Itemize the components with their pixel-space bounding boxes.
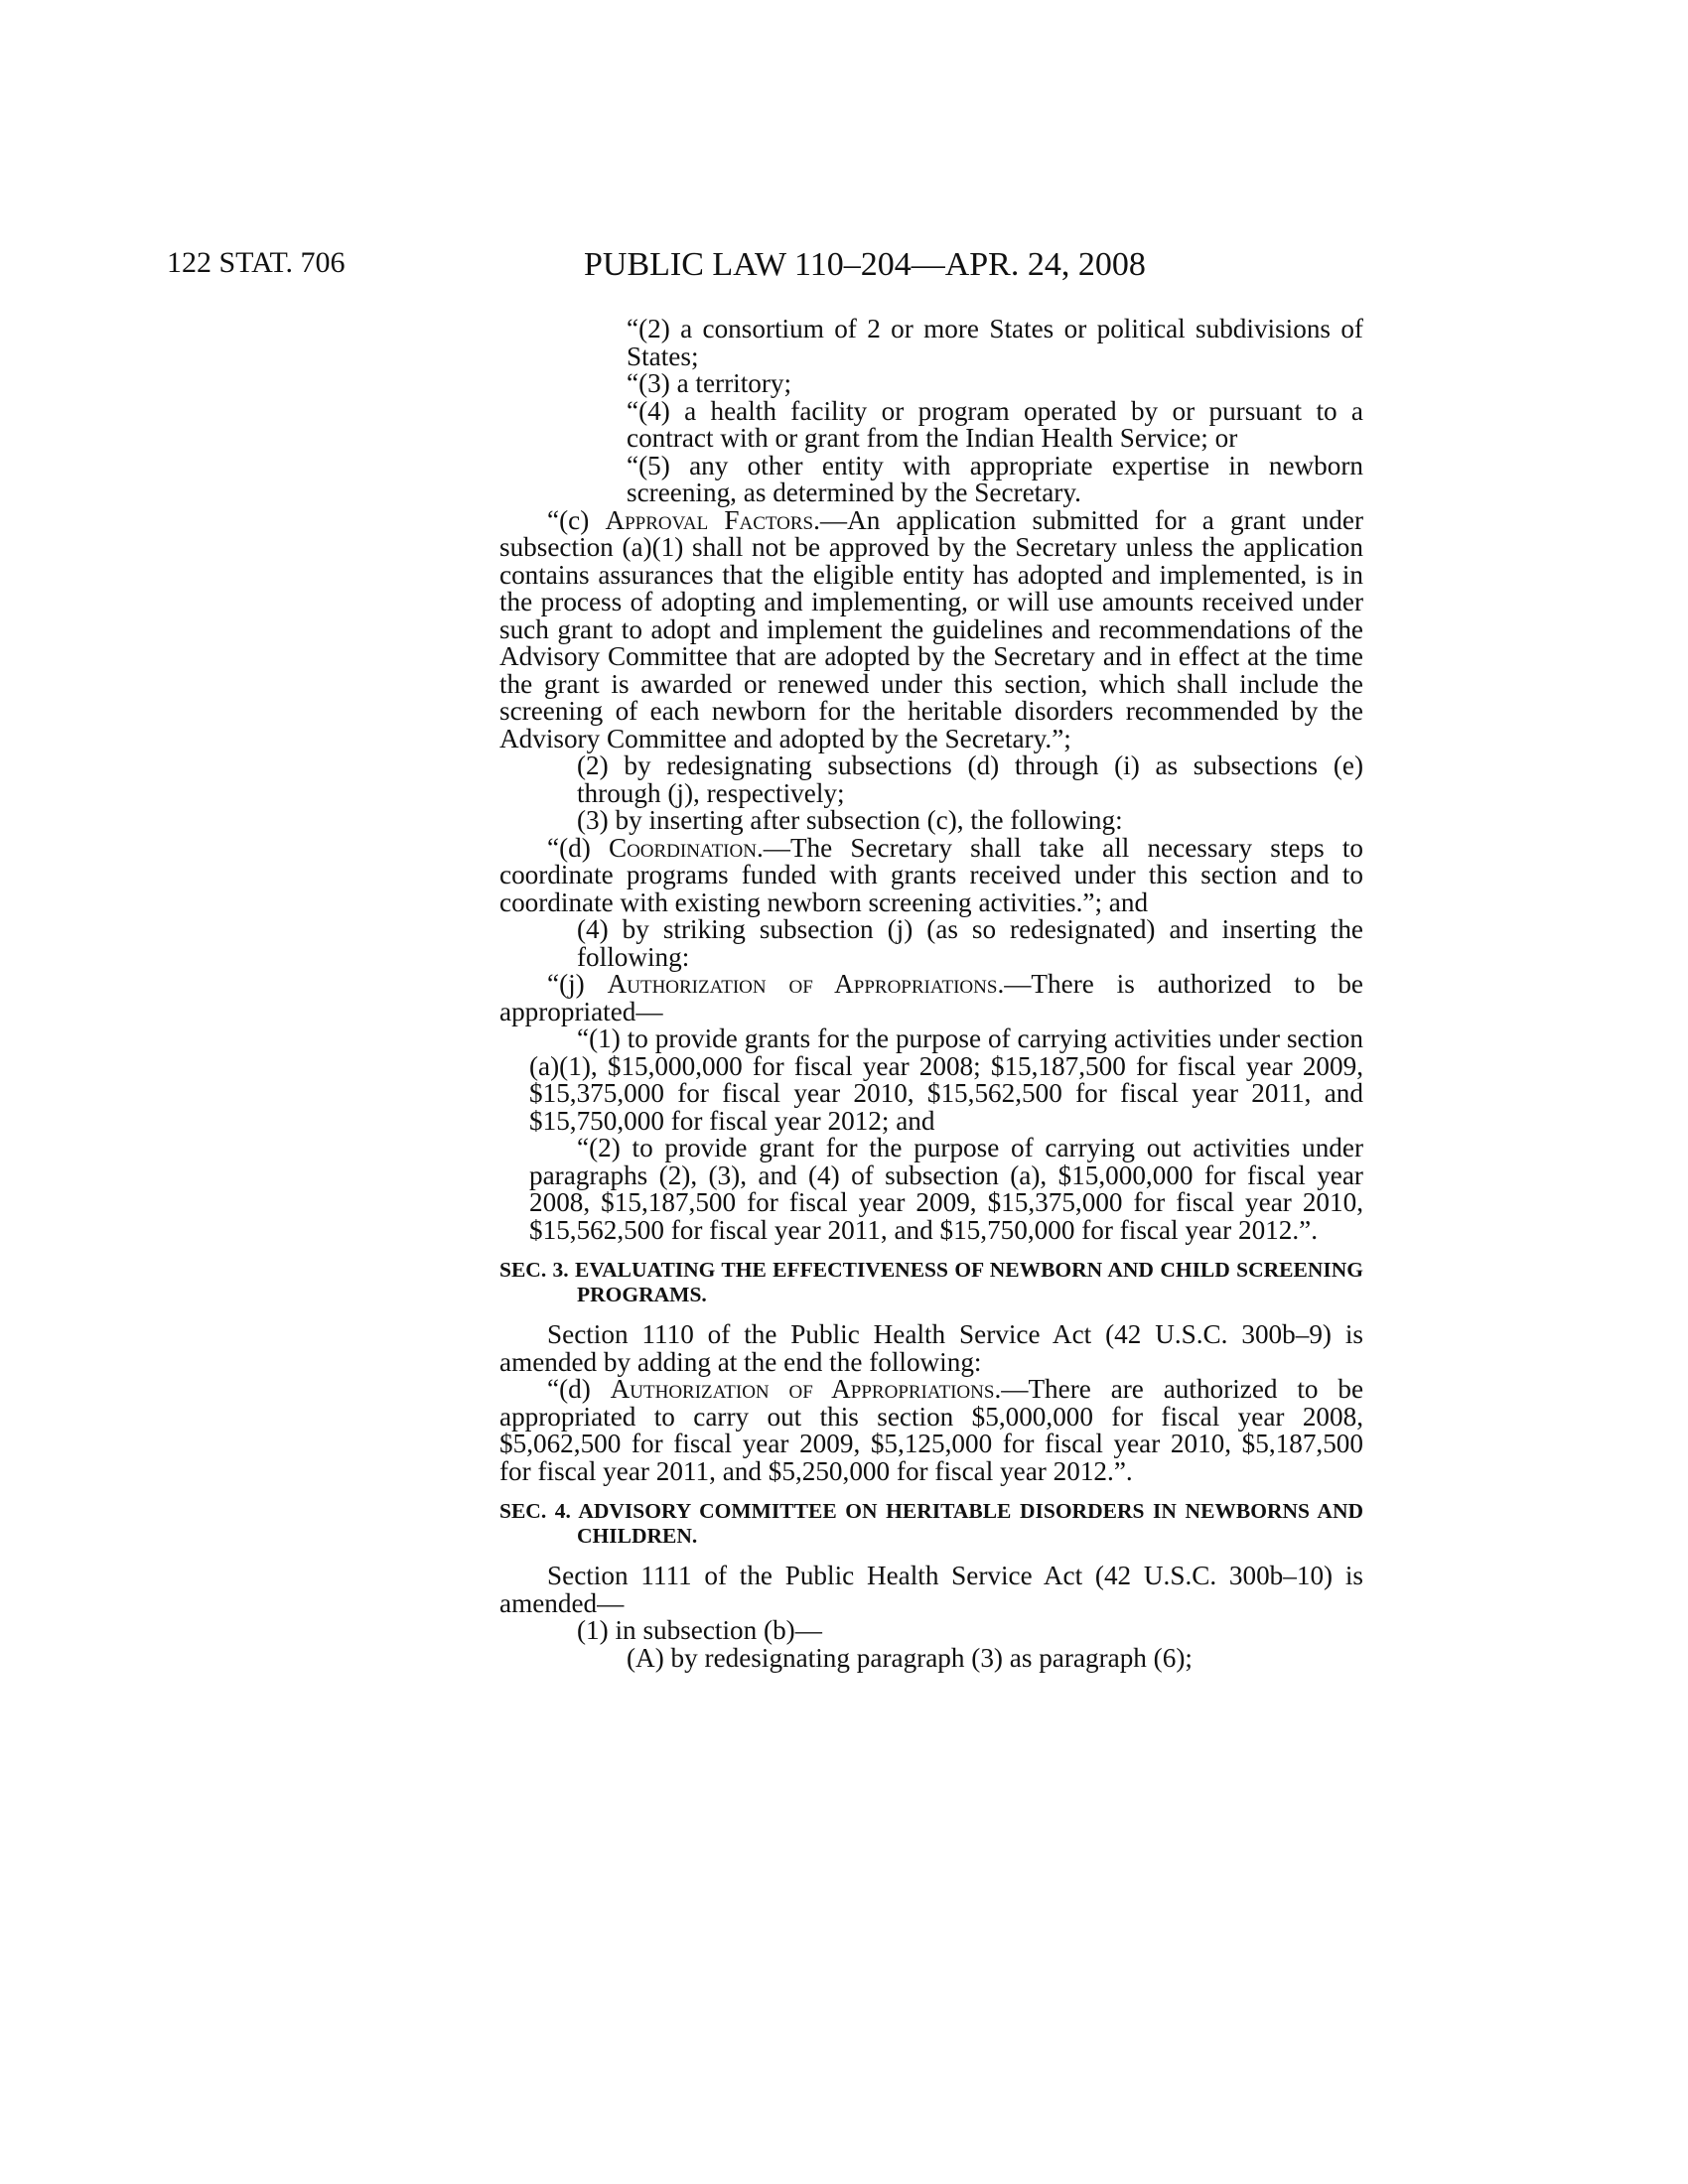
paragraph: “(j) Authorization of Appropriations.—There is authorized to be appropriated— bbox=[499, 969, 1363, 1026]
paragraph: “(c) Approval Factors.—An application submitted for a grant under subsection (a)(1) shall not be approved by the Secretary unless the application contains assurances that the eligible entity has adopted and implemented, is in the process of adopting and implementing, or will use amounts received under such grant to adopt and implement the guidelines and recommendations of the Advisory Committee that are adopted by the Secretary and in effect at the time the grant is awarded or renewed under this section, which shall include the screening of each newborn for the heritable disorders recommended by the Advisory Committee and adopted by the Secretary.”; bbox=[499, 504, 1363, 753]
running-header: PUBLIC LAW 110–204—APR. 24, 2008 bbox=[584, 246, 1146, 283]
paragraph: Section 1110 of the Public Health Service Act (42 U.S.C. 300b–9) is amended by adding at the end the following: bbox=[499, 1319, 1363, 1377]
paragraph: “(1) to provide grants for the purpose of carrying activities under section (a)(1), $15,000,000 for fiscal year 2008; $15,187,500 for fiscal year 2009, $15,375,000 for fiscal year 2010, $15,562,500 for fiscal year 2011, and $15,750,000 for fiscal year 2012; and bbox=[529, 1024, 1363, 1136]
subsection-heading: Coordination bbox=[608, 832, 757, 863]
paragraph: Section 1111 of the Public Health Service Act (42 U.S.C. 300b–10) is amended— bbox=[499, 1561, 1363, 1618]
paragraph: (2) by redesignating subsections (d) through (i) as subsections (e) through (j), respectively; bbox=[577, 751, 1363, 808]
page-stat-number: 122 STAT. 706 bbox=[167, 246, 346, 279]
subsection-heading: Approval Factors bbox=[605, 504, 814, 535]
paragraph: “(d) Coordination.—The Secretary shall take all necessary steps to coordinate programs funded with grants received under this section and to coordinate with existing newborn screening activities.”; and bbox=[499, 832, 1363, 917]
subsection-heading: Authorization of Appropriations bbox=[607, 969, 998, 999]
paragraph: (1) in subsection (b)— bbox=[577, 1615, 822, 1645]
paragraph: “(2) to provide grant for the purpose of carrying out activities under paragraphs (2), (3), and (4) of subsection (a), $15,000,000 for fiscal year 2008, $15,187,500 for fiscal year 2009, $15,375,000 for fiscal year 2010, $15,562,500 for fiscal year 2011, and $15,750,000 for fiscal year 2012.”. bbox=[529, 1133, 1363, 1245]
paragraph: (3) by inserting after subsection (c), the following: bbox=[577, 805, 1123, 835]
paragraph: (A) by redesignating paragraph (3) as paragraph (6); bbox=[627, 1642, 1193, 1673]
section-heading: SEC. 3. EVALUATING THE EFFECTIVENESS OF NEWBORN AND CHILD SCREENING PROGRAMS. bbox=[499, 1258, 1363, 1306]
section-heading: SEC. 4. ADVISORY COMMITTEE ON HERITABLE DISORDERS IN NEWBORNS AND CHILDREN. bbox=[499, 1499, 1363, 1548]
paragraph: “(4) a health facility or program operated by or pursuant to a contract with or grant from the Indian Health Service; or bbox=[627, 395, 1363, 453]
subsection-heading: Authorization of Appropriations bbox=[610, 1374, 995, 1404]
document-body bbox=[499, 316, 1363, 1672]
paragraph: “(2) a consortium of 2 or more States or political subdivisions of States; bbox=[627, 314, 1363, 371]
paragraph: “(3) a territory; bbox=[627, 368, 792, 398]
paragraph: (4) by striking subsection (j) (as so redesignated) and inserting the following: bbox=[577, 914, 1363, 972]
paragraph: “(d) Authorization of Appropriations.—There are authorized to be appropriated to carry out this section $5,000,000 for fiscal year 2008, $5,062,500 for fiscal year 2009, $5,125,000 for fiscal year 2010, $5,187,500 for fiscal year 2011, and $5,250,000 for fiscal year 2012.”. bbox=[499, 1374, 1364, 1486]
paragraph: “(5) any other entity with appropriate expertise in newborn screening, as determined by the Secretary. bbox=[627, 450, 1363, 507]
